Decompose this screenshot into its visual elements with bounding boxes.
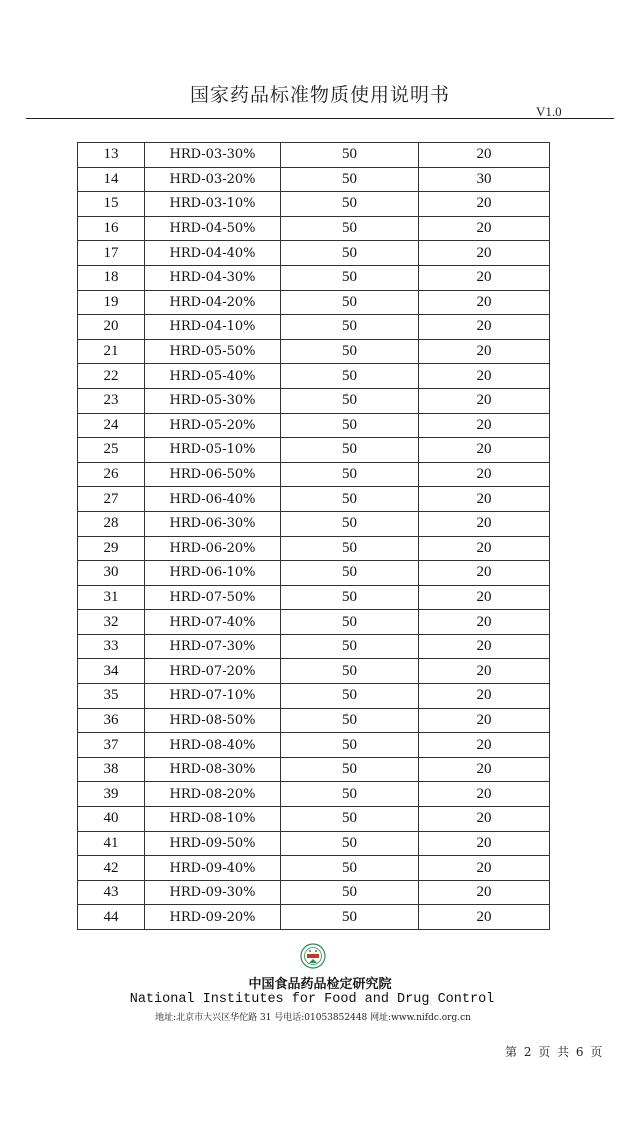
table-row <box>78 733 550 758</box>
quantity-cell: 50 <box>281 241 419 266</box>
row-number-cell: 41 <box>78 831 145 856</box>
table-row <box>78 143 550 168</box>
material-code-cell: HRD-04-50% <box>145 216 281 241</box>
table-row <box>78 413 550 438</box>
table-row <box>78 511 550 536</box>
value-cell: 20 <box>419 634 550 659</box>
table-row <box>78 684 550 709</box>
org-address: 地址:北京市大兴区华佗路 31 号电话:01053852448 网址:www.nifdc.org.cn <box>155 1013 471 1023</box>
row-number-cell: 24 <box>78 413 145 438</box>
table-row <box>78 167 550 192</box>
quantity-cell: 50 <box>281 807 419 832</box>
version-label: V1.0 <box>536 104 562 119</box>
value-cell: 20 <box>419 757 550 782</box>
row-number-cell: 36 <box>78 708 145 733</box>
row-number-cell: 30 <box>78 561 145 586</box>
quantity-cell: 50 <box>281 265 419 290</box>
material-code-cell: HRD-05-20% <box>145 413 281 438</box>
table-row <box>78 536 550 561</box>
material-code-cell: HRD-06-40% <box>145 487 281 512</box>
row-number-cell: 26 <box>78 462 145 487</box>
value-cell: 20 <box>419 585 550 610</box>
material-code-cell: HRD-05-40% <box>145 364 281 389</box>
quantity-cell: 50 <box>281 413 419 438</box>
table-row <box>78 757 550 782</box>
material-code-cell: HRD-07-50% <box>145 585 281 610</box>
material-code-cell: HRD-08-30% <box>145 757 281 782</box>
table-row <box>78 561 550 586</box>
material-code-cell: HRD-03-10% <box>145 192 281 217</box>
material-code-cell: HRD-08-10% <box>145 807 281 832</box>
row-number-cell: 42 <box>78 856 145 881</box>
row-number-cell: 32 <box>78 610 145 635</box>
row-number-cell: 28 <box>78 511 145 536</box>
value-cell: 20 <box>419 610 550 635</box>
quantity-cell: 50 <box>281 634 419 659</box>
material-code-cell: HRD-04-40% <box>145 241 281 266</box>
table-row <box>78 807 550 832</box>
quantity-cell: 50 <box>281 610 419 635</box>
material-code-cell: HRD-06-20% <box>145 536 281 561</box>
row-number-cell: 39 <box>78 782 145 807</box>
quantity-cell: 50 <box>281 364 419 389</box>
row-number-cell: 13 <box>78 143 145 168</box>
row-number-cell: 20 <box>78 315 145 340</box>
material-code-cell: HRD-07-40% <box>145 610 281 635</box>
quantity-cell: 50 <box>281 585 419 610</box>
row-number-cell: 31 <box>78 585 145 610</box>
row-number-cell: 35 <box>78 684 145 709</box>
value-cell: 20 <box>419 487 550 512</box>
table-row <box>78 585 550 610</box>
material-code-cell: HRD-09-20% <box>145 905 281 930</box>
value-cell: 20 <box>419 192 550 217</box>
material-code-cell: HRD-08-50% <box>145 708 281 733</box>
value-cell: 20 <box>419 831 550 856</box>
value-cell: 20 <box>419 905 550 930</box>
table-row <box>78 659 550 684</box>
table-row <box>78 290 550 315</box>
quantity-cell: 50 <box>281 831 419 856</box>
row-number-cell: 33 <box>78 634 145 659</box>
quantity-cell: 50 <box>281 487 419 512</box>
material-code-cell: HRD-04-10% <box>145 315 281 340</box>
table-row <box>78 241 550 266</box>
table-row <box>78 708 550 733</box>
value-cell: 20 <box>419 684 550 709</box>
table-row <box>78 265 550 290</box>
value-cell: 20 <box>419 807 550 832</box>
value-cell: 20 <box>419 413 550 438</box>
value-cell: 20 <box>419 782 550 807</box>
material-code-cell: HRD-05-10% <box>145 438 281 463</box>
value-cell: 20 <box>419 659 550 684</box>
value-cell: 20 <box>419 241 550 266</box>
row-number-cell: 38 <box>78 757 145 782</box>
material-code-cell: HRD-06-10% <box>145 561 281 586</box>
table-row <box>78 388 550 413</box>
row-number-cell: 16 <box>78 216 145 241</box>
table-row <box>78 438 550 463</box>
quantity-cell: 50 <box>281 905 419 930</box>
quantity-cell: 50 <box>281 757 419 782</box>
value-cell: 20 <box>419 880 550 905</box>
value-cell: 20 <box>419 438 550 463</box>
quantity-cell: 50 <box>281 511 419 536</box>
row-number-cell: 17 <box>78 241 145 266</box>
quantity-cell: 50 <box>281 290 419 315</box>
row-number-cell: 15 <box>78 192 145 217</box>
quantity-cell: 50 <box>281 192 419 217</box>
org-name-english: National Institutes for Food and Drug Control <box>129 992 495 1007</box>
quantity-cell: 50 <box>281 536 419 561</box>
material-code-cell: HRD-08-40% <box>145 733 281 758</box>
org-name-chinese: 中国食品药品检定研究院 <box>248 977 392 992</box>
material-code-cell: HRD-09-50% <box>145 831 281 856</box>
table-row <box>78 192 550 217</box>
table-row <box>78 905 550 930</box>
value-cell: 20 <box>419 265 550 290</box>
table-row <box>78 216 550 241</box>
quantity-cell: 50 <box>281 167 419 192</box>
table-row <box>78 315 550 340</box>
material-code-cell: HRD-03-30% <box>145 143 281 168</box>
value-cell: 20 <box>419 462 550 487</box>
quantity-cell: 50 <box>281 315 419 340</box>
table-row <box>78 782 550 807</box>
row-number-cell: 25 <box>78 438 145 463</box>
material-code-cell: HRD-08-20% <box>145 782 281 807</box>
row-number-cell: 43 <box>78 880 145 905</box>
material-code-cell: HRD-04-20% <box>145 290 281 315</box>
material-code-cell: HRD-03-20% <box>145 167 281 192</box>
quantity-cell: 50 <box>281 143 419 168</box>
quantity-cell: 50 <box>281 561 419 586</box>
value-cell: 20 <box>419 216 550 241</box>
material-code-cell: HRD-07-10% <box>145 684 281 709</box>
value-cell: 20 <box>419 290 550 315</box>
quantity-cell: 50 <box>281 339 419 364</box>
quantity-cell: 50 <box>281 733 419 758</box>
row-number-cell: 34 <box>78 659 145 684</box>
value-cell: 20 <box>419 143 550 168</box>
material-code-cell: HRD-07-20% <box>145 659 281 684</box>
value-cell: 20 <box>419 856 550 881</box>
material-code-cell: HRD-09-40% <box>145 856 281 881</box>
value-cell: 20 <box>419 339 550 364</box>
row-number-cell: 21 <box>78 339 145 364</box>
value-cell: 20 <box>419 733 550 758</box>
table-row <box>78 634 550 659</box>
quantity-cell: 50 <box>281 216 419 241</box>
quantity-cell: 50 <box>281 684 419 709</box>
value-cell: 20 <box>419 388 550 413</box>
row-number-cell: 22 <box>78 364 145 389</box>
table-row <box>78 610 550 635</box>
row-number-cell: 19 <box>78 290 145 315</box>
row-number-cell: 18 <box>78 265 145 290</box>
material-code-cell: HRD-05-30% <box>145 388 281 413</box>
material-code-cell: HRD-05-50% <box>145 339 281 364</box>
quantity-cell: 50 <box>281 438 419 463</box>
table-row <box>78 487 550 512</box>
value-cell: 20 <box>419 708 550 733</box>
quantity-cell: 50 <box>281 462 419 487</box>
page-number: 第 2 页 共 6 页 <box>505 1045 603 1059</box>
row-number-cell: 23 <box>78 388 145 413</box>
row-number-cell: 27 <box>78 487 145 512</box>
material-code-cell: HRD-07-30% <box>145 634 281 659</box>
material-code-cell: HRD-09-30% <box>145 880 281 905</box>
quantity-cell: 50 <box>281 782 419 807</box>
material-code-cell: HRD-06-50% <box>145 462 281 487</box>
material-code-cell: HRD-04-30% <box>145 265 281 290</box>
quantity-cell: 50 <box>281 659 419 684</box>
table-row <box>78 880 550 905</box>
value-cell: 20 <box>419 511 550 536</box>
row-number-cell: 44 <box>78 905 145 930</box>
header-divider <box>26 118 614 119</box>
quantity-cell: 50 <box>281 388 419 413</box>
table-row <box>78 831 550 856</box>
row-number-cell: 14 <box>78 167 145 192</box>
table-row <box>78 339 550 364</box>
value-cell: 20 <box>419 561 550 586</box>
value-cell: 30 <box>419 167 550 192</box>
table-body <box>78 143 550 930</box>
value-cell: 20 <box>419 536 550 561</box>
value-cell: 20 <box>419 364 550 389</box>
row-number-cell: 40 <box>78 807 145 832</box>
table-row <box>78 462 550 487</box>
quantity-cell: 50 <box>281 856 419 881</box>
row-number-cell: 29 <box>78 536 145 561</box>
row-number-cell: 37 <box>78 733 145 758</box>
table-row <box>78 856 550 881</box>
quantity-cell: 50 <box>281 708 419 733</box>
value-cell: 20 <box>419 315 550 340</box>
document-title: 国家药品标准物质使用说明书 <box>189 84 450 106</box>
quantity-cell: 50 <box>281 880 419 905</box>
nifdc-logo-icon <box>300 943 326 969</box>
standard-material-table <box>77 142 550 930</box>
table-row <box>78 364 550 389</box>
material-code-cell: HRD-06-30% <box>145 511 281 536</box>
